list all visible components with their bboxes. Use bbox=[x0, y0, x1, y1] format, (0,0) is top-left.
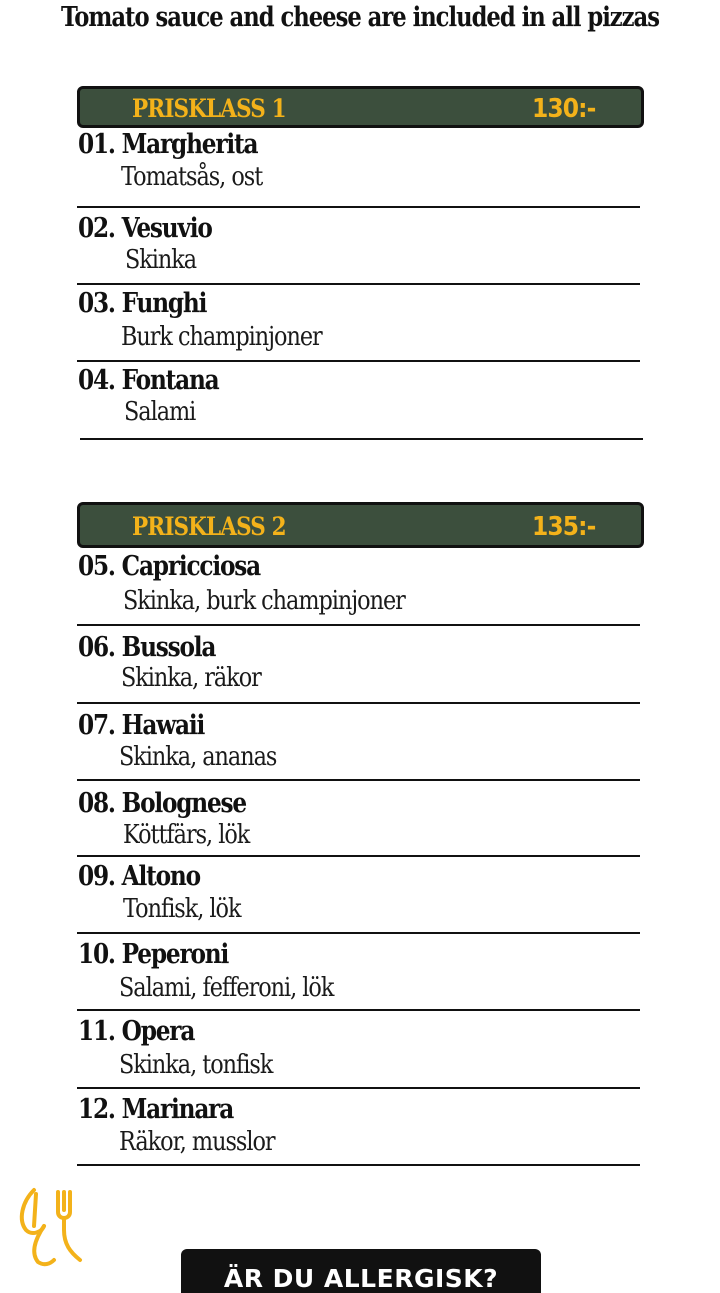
menu-item-ingredients: Tonfisk, lök bbox=[123, 894, 241, 924]
menu-item bbox=[77, 934, 640, 1011]
inclusion-note: Tomato sauce and cheese are included in all pizzas bbox=[60, 2, 660, 33]
menu-item bbox=[77, 704, 640, 781]
menu-item-ingredients: Skinka, tonfisk bbox=[119, 1050, 273, 1080]
menu-item-name: 08. Bolognese bbox=[78, 788, 246, 819]
menu-item-ingredients: Skinka bbox=[125, 245, 197, 275]
menu-item-name: 05. Capricciosa bbox=[78, 551, 260, 582]
menu-item-name: 02. Vesuvio bbox=[78, 213, 212, 244]
price-class-header bbox=[77, 86, 644, 128]
menu-item-list bbox=[77, 129, 644, 440]
menu-item-name: 10. Peperoni bbox=[78, 939, 229, 970]
menu-item-name: 04. Fontana bbox=[78, 365, 219, 396]
price-class-2-section bbox=[77, 502, 644, 1166]
menu-item-list bbox=[77, 552, 644, 1166]
menu-item bbox=[77, 129, 640, 208]
price-class-header bbox=[77, 502, 644, 548]
fork-face-logo-icon bbox=[14, 1186, 90, 1268]
menu-item-ingredients: Skinka, burk champinjoner bbox=[123, 586, 405, 616]
menu-item-ingredients: Köttfärs, lök bbox=[123, 820, 250, 850]
price-class-label: PRISKLASS 2 bbox=[132, 512, 286, 541]
menu-item-name: 01. Margherita bbox=[78, 129, 258, 160]
price-class-price: 130:- bbox=[532, 94, 596, 124]
menu-item-ingredients: Tomatsås, ost bbox=[121, 162, 263, 192]
menu-item-name: 11. Opera bbox=[78, 1016, 195, 1047]
menu-item-ingredients: Räkor, musslor bbox=[119, 1127, 275, 1157]
menu-item bbox=[77, 208, 640, 285]
menu-item bbox=[77, 285, 640, 362]
price-class-price: 135:- bbox=[532, 512, 596, 542]
menu-item-ingredients: Skinka, ananas bbox=[119, 742, 277, 772]
menu-item bbox=[77, 1089, 640, 1166]
allergy-button[interactable]: ÄR DU ALLERGISK? bbox=[181, 1249, 541, 1293]
price-class-1-section bbox=[77, 86, 644, 440]
menu-item bbox=[77, 857, 640, 934]
menu-item-ingredients: Burk champinjoner bbox=[121, 322, 322, 352]
menu-item bbox=[77, 781, 640, 857]
menu-item-name: 06. Bussola bbox=[78, 632, 216, 663]
menu-item-name: 03. Funghi bbox=[78, 288, 207, 319]
menu-item-name: 07. Hawaii bbox=[78, 710, 205, 741]
menu-item-ingredients: Skinka, räkor bbox=[121, 663, 261, 693]
menu-item-ingredients: Salami bbox=[124, 397, 196, 427]
price-class-label: PRISKLASS 1 bbox=[132, 94, 286, 123]
menu-item-name: 09. Altono bbox=[78, 861, 200, 892]
menu-item bbox=[77, 626, 640, 704]
menu-item-name: 12. Marinara bbox=[78, 1094, 234, 1125]
menu-item bbox=[77, 552, 640, 626]
menu-item bbox=[77, 1011, 640, 1089]
menu-item-ingredients: Salami, fefferoni, lök bbox=[119, 973, 334, 1003]
menu-item bbox=[80, 362, 643, 440]
